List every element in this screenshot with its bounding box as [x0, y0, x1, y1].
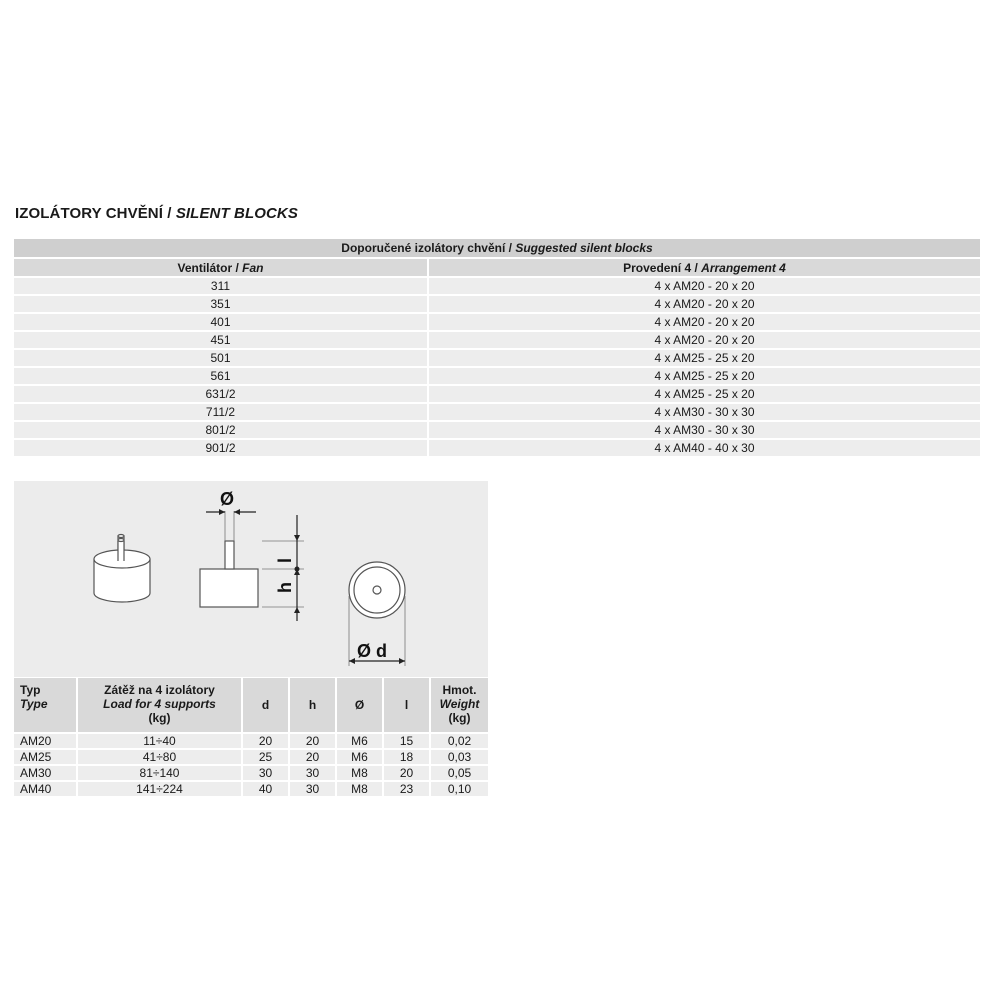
- arrangement-cell: 4 x AM25 - 25 x 20: [428, 385, 980, 403]
- table-row: [14, 349, 980, 367]
- table-row: [14, 331, 980, 349]
- type-cell: AM20: [14, 733, 77, 749]
- weight-cell: 0,03: [430, 749, 488, 765]
- arrangement-cell: 4 x AM30 - 30 x 30: [428, 403, 980, 421]
- col-header-weight: [430, 678, 488, 733]
- col-header-h: h: [289, 678, 336, 733]
- table-header-row: [14, 258, 980, 277]
- col-header-fan: [14, 258, 428, 277]
- load-en: Load for 4 supports: [103, 697, 216, 711]
- col-header-type: [14, 678, 77, 733]
- l-cell: 15: [383, 733, 430, 749]
- l-cell: 18: [383, 749, 430, 765]
- arrangement-cell: 4 x AM30 - 30 x 30: [428, 421, 980, 439]
- weight-cell: 0,02: [430, 733, 488, 749]
- table-row: [14, 439, 980, 457]
- fan-cell: 711/2: [14, 403, 428, 421]
- col-header-d: d: [242, 678, 289, 733]
- dia-cell: M8: [336, 781, 383, 797]
- d-cell: 20: [242, 733, 289, 749]
- table-row: [14, 295, 980, 313]
- fan-cell: 401: [14, 313, 428, 331]
- l-cell: 20: [383, 765, 430, 781]
- arrangement-cell: 4 x AM25 - 25 x 20: [428, 367, 980, 385]
- fan-cell: 801/2: [14, 421, 428, 439]
- col-header-l: l: [383, 678, 430, 733]
- dia-label: Ø: [220, 489, 235, 509]
- fan-cell: 561: [14, 367, 428, 385]
- page-title: [15, 205, 298, 222]
- spec-table: [14, 678, 488, 798]
- type-cz: Typ: [20, 683, 41, 697]
- d-cell: 40: [242, 781, 289, 797]
- h-cell: 30: [289, 765, 336, 781]
- d-cell: 30: [242, 765, 289, 781]
- dia-cell: M6: [336, 733, 383, 749]
- weight-cell: 0,10: [430, 781, 488, 797]
- h-cell: 20: [289, 749, 336, 765]
- weight-unit: (kg): [448, 711, 471, 725]
- fan-cell: 501: [14, 349, 428, 367]
- title-main: IZOLÁTORY CHVĚNÍ /: [15, 205, 176, 222]
- fan-cell: 451: [14, 331, 428, 349]
- table-row: [14, 367, 980, 385]
- spec-header-row: [14, 678, 488, 733]
- spec-row: [14, 749, 488, 765]
- arrangement-cell: 4 x AM25 - 25 x 20: [428, 349, 980, 367]
- arrangement-cell: 4 x AM20 - 20 x 20: [428, 331, 980, 349]
- load-cell: 141÷224: [77, 781, 242, 797]
- title-italic: SILENT BLOCKS: [175, 205, 298, 222]
- load-cell: 81÷140: [77, 765, 242, 781]
- table-row: [14, 313, 980, 331]
- table-row: [14, 385, 980, 403]
- col-arr-main: Provedení 4 /: [623, 260, 702, 275]
- fan-cell: 901/2: [14, 439, 428, 457]
- arrangement-cell: 4 x AM20 - 20 x 20: [428, 313, 980, 331]
- arrangement-cell: 4 x AM40 - 40 x 30: [428, 439, 980, 457]
- arrangement-cell: 4 x AM20 - 20 x 20: [428, 295, 980, 313]
- col-arr-italic: Arrangement 4: [701, 260, 786, 275]
- spec-row: [14, 781, 488, 797]
- type-cell: AM30: [14, 765, 77, 781]
- cylinder-3d-icon: [94, 535, 150, 603]
- dia-cell: M6: [336, 749, 383, 765]
- table-row: [14, 421, 980, 439]
- type-cell: AM25: [14, 749, 77, 765]
- fan-cell: 351: [14, 295, 428, 313]
- load-cell: 41÷80: [77, 749, 242, 765]
- weight-cell: 0,05: [430, 765, 488, 781]
- col-header-arrangement: [428, 258, 980, 277]
- type-en: Type: [20, 697, 48, 711]
- col-fan-main: Ventilátor /: [177, 260, 243, 275]
- weight-cz: Hmot.: [442, 683, 477, 697]
- dimension-drawing-svg: [14, 481, 488, 677]
- caption-main: Doporučené izolátory chvění /: [341, 241, 516, 255]
- spec-row: [14, 765, 488, 781]
- col-fan-italic: Fan: [242, 260, 264, 275]
- d-cell: 25: [242, 749, 289, 765]
- table-row: [14, 277, 980, 295]
- spec-row: [14, 733, 488, 749]
- length-label: l: [275, 557, 295, 563]
- suggested-silent-blocks-table: [14, 239, 980, 458]
- caption-italic: Suggested silent blocks: [515, 241, 653, 255]
- l-cell: 23: [383, 781, 430, 797]
- silent-block-drawing: [14, 481, 488, 677]
- diameter-label: Ø d: [357, 641, 387, 661]
- arrangement-cell: 4 x AM20 - 20 x 20: [428, 277, 980, 295]
- h-cell: 20: [289, 733, 336, 749]
- h-cell: 30: [289, 781, 336, 797]
- load-cz: Zátěž na 4 izolátory: [104, 683, 215, 697]
- load-unit: (kg): [148, 711, 171, 725]
- table-row: [14, 403, 980, 421]
- fan-cell: 631/2: [14, 385, 428, 403]
- table-caption: [14, 239, 980, 258]
- col-header-dia: Ø: [336, 678, 383, 733]
- col-header-load: [77, 678, 242, 733]
- table-caption-row: [14, 239, 980, 258]
- side-view-icon: [200, 509, 304, 621]
- weight-en: Weight: [439, 697, 480, 711]
- dia-cell: M8: [336, 765, 383, 781]
- fan-cell: 311: [14, 277, 428, 295]
- type-cell: AM40: [14, 781, 77, 797]
- load-cell: 11÷40: [77, 733, 242, 749]
- height-label: h: [275, 582, 295, 593]
